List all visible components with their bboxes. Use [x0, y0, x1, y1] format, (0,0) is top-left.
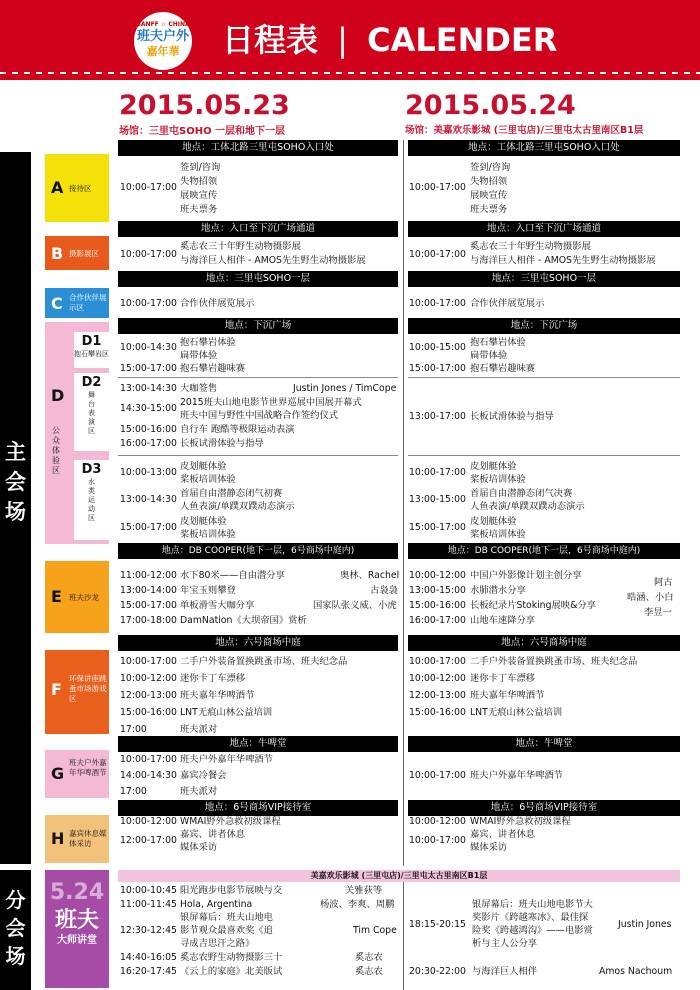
schedule-text: 抱石攀岩区 — [74, 350, 109, 358]
schedule-text: 13:00-15:00 — [409, 585, 466, 596]
venue-day1: 场馆：三里屯SOHO 一层和地下一层 — [119, 126, 286, 137]
schedule-text: Justin Jones — [618, 919, 672, 930]
schedule-text: 失物招领 — [470, 176, 508, 187]
date-day1: 2015.05.23 — [119, 90, 290, 121]
schedule-text: 舞台表演区 — [88, 391, 95, 435]
section-f — [45, 650, 109, 734]
schedule-text: 长板试滑体验与指导 — [180, 438, 264, 449]
schedule-text: 首届自由潜静态闭气初赛 — [180, 488, 283, 499]
schedule-text: 班夫票务 — [470, 204, 508, 215]
schedule-text: 日程表 — [222, 21, 319, 59]
sub-divider — [403, 882, 404, 990]
schedule-text: 10:00-17:00 — [120, 656, 177, 667]
schedule-text: 桨板培训体验 — [180, 529, 236, 540]
schedule-text: D — [51, 386, 65, 405]
schedule-text: LNT无痕山林公益培训 — [180, 707, 273, 718]
section-c — [45, 288, 109, 318]
loc-f-day2: 地点：六号商场中庭 — [408, 635, 680, 651]
column-divider — [403, 140, 404, 866]
loc-c-day2: 地点：三里屯SOHO一层 — [408, 271, 680, 287]
header-dash — [0, 72, 700, 74]
schedule-text: 16:00-17:00 — [120, 438, 177, 449]
schedule-text: 皮划艇体验 — [180, 516, 227, 527]
schedule-text: 班夫户外 — [136, 29, 189, 44]
schedule-text: 与海洋巨人相伴 — [472, 966, 538, 977]
schedule-text: 17:00 — [120, 724, 147, 735]
schedule-text: 嘉宾、讲者休息 — [180, 829, 246, 840]
schedule-text: 12:30-12:45 — [120, 925, 177, 936]
schedule-text: 10:00-17:00 — [409, 467, 466, 478]
section-a — [45, 154, 109, 222]
schedule-text: Tim Cope — [353, 925, 397, 936]
schedule-text: 古袅袅 — [370, 585, 398, 596]
schedule-text: 年宝玉则攀登 — [180, 585, 236, 596]
schedule-text: 皮划艇体验 — [180, 461, 227, 472]
zone-d3 — [74, 460, 109, 540]
schedule-text: 签到/咨询 — [470, 162, 511, 173]
schedule-text: 奚志农 — [355, 952, 383, 963]
schedule-text: 13:00-14:30 — [120, 494, 177, 505]
schedule-text: 10:00-17:00 — [120, 182, 177, 193]
schedule-text: 抱石攀岩趣味赛 — [180, 363, 246, 374]
date-day2: 2015.05.24 — [405, 90, 576, 121]
section-h — [45, 815, 109, 863]
schedule-text: Justin Jones / TimCope — [293, 383, 397, 394]
sub-venue-location: 美嘉欢乐影城 (三里屯店)/三里屯太古里南区B1层 — [118, 870, 680, 882]
schedule-text: 奚志农三十年野生动物摄影展 — [180, 241, 301, 252]
schedule-text: 媒体采访 — [180, 842, 218, 853]
schedule-text: 10:00-10:45 — [120, 885, 177, 896]
schedule-text: F — [51, 680, 62, 699]
divider-line — [408, 455, 680, 456]
schedule-text: 10:00-17:00 — [120, 249, 177, 260]
schedule-text: D2 — [81, 375, 102, 390]
schedule-text: DamNation《大坝帝国》赏析 — [180, 615, 307, 626]
schedule-text: 15:00-17:00 — [120, 600, 177, 611]
loc-e-day2: 地点：DB COOPER(地下一层，6号商场中庭内) — [408, 543, 680, 559]
schedule-text: 长板试滑体验与指导 — [470, 411, 554, 422]
schedule-text: BANFF ☆ CHINA — [136, 21, 190, 28]
schedule-text: Amos Nachoum — [599, 966, 673, 977]
schedule-text: 单板滑雪大咖分享 — [180, 600, 255, 611]
schedule-text: 皮划艇体验 — [470, 461, 517, 472]
schedule-text: Hola, Argentina — [180, 899, 253, 910]
loc-f-day1: 地点：六号商场中庭 — [118, 635, 398, 651]
schedule-text: 扁带体验 — [180, 350, 218, 361]
divider-line — [118, 377, 398, 378]
schedule-text: 10:00-17:00 — [409, 249, 466, 260]
schedule-text: 10:00-17:00 — [409, 656, 466, 667]
loc-a-day1: 地点：工体北路三里屯SOHO入口处 — [118, 140, 398, 156]
schedule-text: 16:00-17:00 — [409, 615, 466, 626]
schedule-text: 10:00-17:00 — [409, 298, 466, 309]
loc-a-day2: 地点：工体北路三里屯SOHO入口处 — [408, 140, 680, 156]
schedule-text: 中国户外影像计划主创分享 — [470, 570, 582, 581]
schedule-text: 16:20-17:45 — [120, 966, 177, 977]
loc-c-day1: 地点：三里屯SOHO一层 — [118, 271, 398, 287]
main-venue-label — [0, 152, 31, 864]
schedule-text: D1 — [81, 334, 102, 349]
schedule-text: 山地车速降分享 — [470, 615, 536, 626]
header-banner — [0, 0, 700, 80]
schedule-text: 奚志农三十年野生动物摄影展 — [470, 241, 591, 252]
schedule-text: 15:00-17:00 — [409, 363, 466, 374]
schedule-text: 15:00-17:00 — [120, 363, 177, 374]
schedule-text: 扁带体验 — [470, 350, 508, 361]
schedule-text: 环保讲座跳蚤市场游戏区 — [69, 674, 107, 703]
schedule-text: 11:00-11:45 — [120, 899, 177, 910]
schedule-text: 13:00-15:00 — [409, 494, 466, 505]
schedule-text: 10:00-17:00 — [409, 182, 466, 193]
schedule-text: 18:15-20:15 — [409, 919, 466, 930]
schedule-text: 15:00-17:00 — [120, 522, 177, 533]
schedule-text: 班夫户外嘉年华啤酒节 — [180, 754, 273, 765]
schedule-text: 大咖签售 — [180, 383, 218, 394]
schedule-text: 14:00-14:30 — [120, 770, 177, 781]
schedule-text: 17:00 — [120, 786, 147, 797]
schedule-text: 桨板培训体验 — [180, 474, 236, 485]
master-lecture-block — [45, 870, 109, 988]
schedule-text: 水下80米——自由潜分享 — [180, 570, 285, 581]
schedule-text: 抱石攀岩体验 — [470, 337, 526, 348]
schedule-text: 奚志农 — [355, 966, 383, 977]
section-e — [45, 561, 109, 633]
schedule-text: 15:00-16:00 — [120, 707, 177, 718]
schedule-text: 10:00-13:00 — [120, 467, 177, 478]
schedule-text: 抱石攀岩趣味赛 — [470, 363, 536, 374]
section-b — [45, 236, 109, 270]
schedule-text: G — [51, 764, 65, 783]
loc-g-day2: 地点：牛啤堂 — [408, 736, 680, 752]
schedule-text: 10:00-17:00 — [409, 835, 466, 846]
schedule-text: 首届自由潜静态闭气决赛 — [470, 488, 573, 499]
schedule-text: CALENDER — [367, 21, 558, 59]
schedule-text: 15:00-17:00 — [409, 522, 466, 533]
divider-line — [118, 455, 398, 456]
schedule-text: 班夫中国与野性中国战略合作签约仪式 — [180, 410, 339, 421]
schedule-text: 班夫户外嘉年华啤酒节 — [69, 758, 107, 777]
schedule-text: 桨板培训体验 — [470, 529, 526, 540]
schedule-text: 迷你卡丁车漂移 — [470, 673, 536, 684]
schedule-text: 10:00-12:00 — [120, 816, 177, 827]
loc-b-day2: 地点：入口至下沉广场通道 — [408, 221, 680, 237]
schedule-text: 14:40-16:05 — [120, 952, 177, 963]
schedule-text: 二手户外装备置换跳蚤市场、班夫纪念品 — [470, 656, 638, 667]
schedule-text: 银屏幕后：班夫山地电影节大 — [472, 899, 593, 910]
schedule-text: 与海洋巨人相伴 - AMOS先生野生动物摄影展 — [470, 255, 656, 266]
loc-g-day1: 地点：牛啤堂 — [118, 736, 398, 752]
schedule-text: 影节观众最喜欢奖《追 — [180, 925, 273, 936]
schedule-text: 10:00-15:00 — [409, 342, 466, 353]
schedule-text: 10:00-12:00 — [409, 673, 466, 684]
schedule-text: 摄影展区 — [69, 249, 99, 258]
schedule-text: 班夫派对 — [180, 724, 218, 735]
schedule-text: 析与主人公分享 — [472, 938, 538, 949]
schedule-text: 10:00-17:00 — [409, 770, 466, 781]
schedule-text: 桨板培训体验 — [470, 474, 526, 485]
schedule-text: 12:00-13:00 — [409, 690, 466, 701]
loc-h-day2: 地点：6号商场VIP接待室 — [408, 800, 680, 816]
loc-h-day1: 地点：6号商场VIP接待室 — [118, 800, 398, 816]
schedule-text: 合作伙伴展览展示 — [180, 298, 255, 309]
schedule-text: 大师讲堂 — [57, 935, 97, 946]
schedule-text: 10:00-12:00 — [120, 673, 177, 684]
schedule-text: 2015班夫山地电影节世界巡展中国展开幕式 — [180, 397, 362, 408]
festival-logo — [134, 12, 192, 70]
loc-e-day1: 地点：DB COOPER(地下一层，6号商场中庭内) — [118, 543, 398, 559]
schedule-text: 展映宣传 — [180, 190, 218, 201]
divider-line — [408, 377, 680, 378]
schedule-text: 国家队张义威、小虎 — [313, 600, 397, 611]
schedule-text: 班夫票务 — [180, 204, 218, 215]
schedule-text: 水类运动区 — [88, 478, 95, 522]
schedule-text: 主会场 — [5, 440, 26, 524]
schedule-text: 合作伙伴展示区 — [69, 293, 107, 312]
schedule-text: 公众体验区 — [52, 426, 60, 475]
schedule-text: 班夫沙龙 — [69, 593, 99, 602]
schedule-text: E — [51, 587, 62, 606]
loc-b-day1: 地点：入口至下沉广场通道 — [118, 221, 398, 237]
schedule-text: 阳光跑步电影节展映与交 — [180, 885, 283, 896]
schedule-text: C — [51, 294, 63, 313]
section-g — [45, 750, 109, 798]
schedule-text: 分会场 — [5, 888, 26, 968]
schedule-text: 嘉宾、讲者休息 — [470, 829, 536, 840]
schedule-text: 水肺潜水分享 — [470, 585, 526, 596]
loc-d-day2: 地点：下沉广场 — [408, 318, 680, 334]
schedule-text: 班夫户外嘉年华啤酒节 — [470, 770, 563, 781]
schedule-text: 12:00-17:00 — [120, 835, 177, 846]
schedule-text: 10:00-12:00 — [409, 570, 466, 581]
schedule-text: 抱石攀岩体验 — [180, 337, 236, 348]
schedule-text: 嘉年華 — [146, 45, 180, 58]
schedule-text: 15:00-16:00 — [409, 707, 466, 718]
schedule-text: 13:00-14:30 — [120, 383, 177, 394]
schedule-text: 班夫嘉年华啤酒节 — [180, 690, 255, 701]
schedule-text: 险奖《跨越鸿沟》——电影赏 — [472, 925, 593, 936]
schedule-text: 接待区 — [69, 184, 92, 193]
schedule-text: 媒体采访 — [470, 842, 508, 853]
schedule-text: WMAI野外急救初级课程 — [470, 816, 571, 827]
schedule-text: 关雅荻等 — [345, 885, 383, 896]
schedule-text: 10:00-12:00 — [409, 816, 466, 827]
schedule-text: 阿古 — [654, 577, 673, 588]
schedule-text: 长板纪录片Stoking展映&分享 — [470, 600, 596, 611]
schedule-text: 15:00-16:00 — [120, 424, 177, 435]
schedule-text: 10:00-17:00 — [120, 298, 177, 309]
schedule-text: 李昱一 — [644, 607, 672, 618]
zone-d2 — [74, 373, 109, 451]
schedule-text: D3 — [81, 462, 102, 477]
schedule-text: 14:30-15:00 — [120, 403, 177, 414]
schedule-text: WMAI野外急救初级课程 — [180, 816, 281, 827]
schedule-text: 迷你卡丁车漂移 — [180, 673, 246, 684]
schedule-text: 展映宣传 — [470, 190, 508, 201]
page-title — [222, 18, 557, 62]
schedule-text: A — [51, 178, 64, 197]
schedule-text: 17:00-18:00 — [120, 615, 177, 626]
schedule-text: 奚志农野生动物摄影三十 — [180, 952, 283, 963]
schedule-text: 12:00-13:00 — [120, 690, 177, 701]
schedule-text: 20:30-22:00 — [409, 966, 466, 977]
schedule-text: 皮划艇体验 — [470, 516, 517, 527]
schedule-text: 13:00-14:00 — [120, 585, 177, 596]
schedule-text: 晧涵、小白 — [627, 592, 674, 603]
schedule-text: 5.24 — [49, 880, 105, 905]
schedule-text: 15:00-16:00 — [409, 600, 466, 611]
schedule-text: 11:00-12:00 — [120, 570, 177, 581]
schedule-text: 失物招领 — [180, 176, 218, 187]
schedule-text: 签到/咨询 — [180, 162, 221, 173]
schedule-text: 奖影片《跨越寒冰》、最佳探 — [472, 912, 589, 923]
zone-d1 — [74, 332, 109, 368]
schedule-text: 杨波、李爽、周鹏 — [320, 899, 395, 910]
schedule-text: | — [337, 21, 348, 59]
schedule-text: 与海洋巨人相伴 - AMOS先生野生动物摄影展 — [180, 255, 366, 266]
schedule-text: 合作伙伴展览展示 — [470, 298, 545, 309]
schedule-text: 10:00-17:00 — [120, 754, 177, 765]
schedule-text: 13:00-17:00 — [409, 411, 466, 422]
schedule-text: 奥林、Rachel — [340, 570, 400, 581]
schedule-text: 寻成吉思汗之路》 — [180, 938, 255, 949]
schedule-text: LNT无痕山林公益培训 — [470, 707, 563, 718]
venue-day2: 场馆：美嘉欢乐影城 (三里屯店)/三里屯太古里南区B1层 — [405, 125, 644, 136]
schedule-text: 班夫 — [54, 908, 99, 933]
schedule-text: 人鱼表演/单蹼双蹼动态演示 — [180, 501, 295, 512]
schedule-text: 10:00-14:30 — [120, 342, 177, 353]
schedule-text: H — [51, 829, 65, 848]
schedule-text: 班夫派对 — [180, 786, 218, 797]
schedule-text: 银屏幕后：班夫山地电 — [180, 912, 273, 923]
schedule-text: 嘉宾冷餐会 — [180, 770, 227, 781]
schedule-text: 班夫嘉年华啤酒节 — [470, 690, 545, 701]
sub-venue-label — [0, 870, 31, 990]
schedule-text: 自行车 跑酷等极限运动表演 — [180, 424, 295, 435]
schedule-text: B — [51, 244, 64, 263]
schedule-text: 《云上的家庭》北美版试 — [180, 966, 283, 977]
loc-d-day1: 地点：下沉广场 — [118, 318, 398, 334]
schedule-text: 二手户外装备置换跳蚤市场、班夫纪念品 — [180, 656, 348, 667]
schedule-text: 嘉宾休息媒体采访 — [69, 829, 107, 848]
schedule-text: 人鱼表演/单蹼双蹼动态演示 — [470, 501, 585, 512]
